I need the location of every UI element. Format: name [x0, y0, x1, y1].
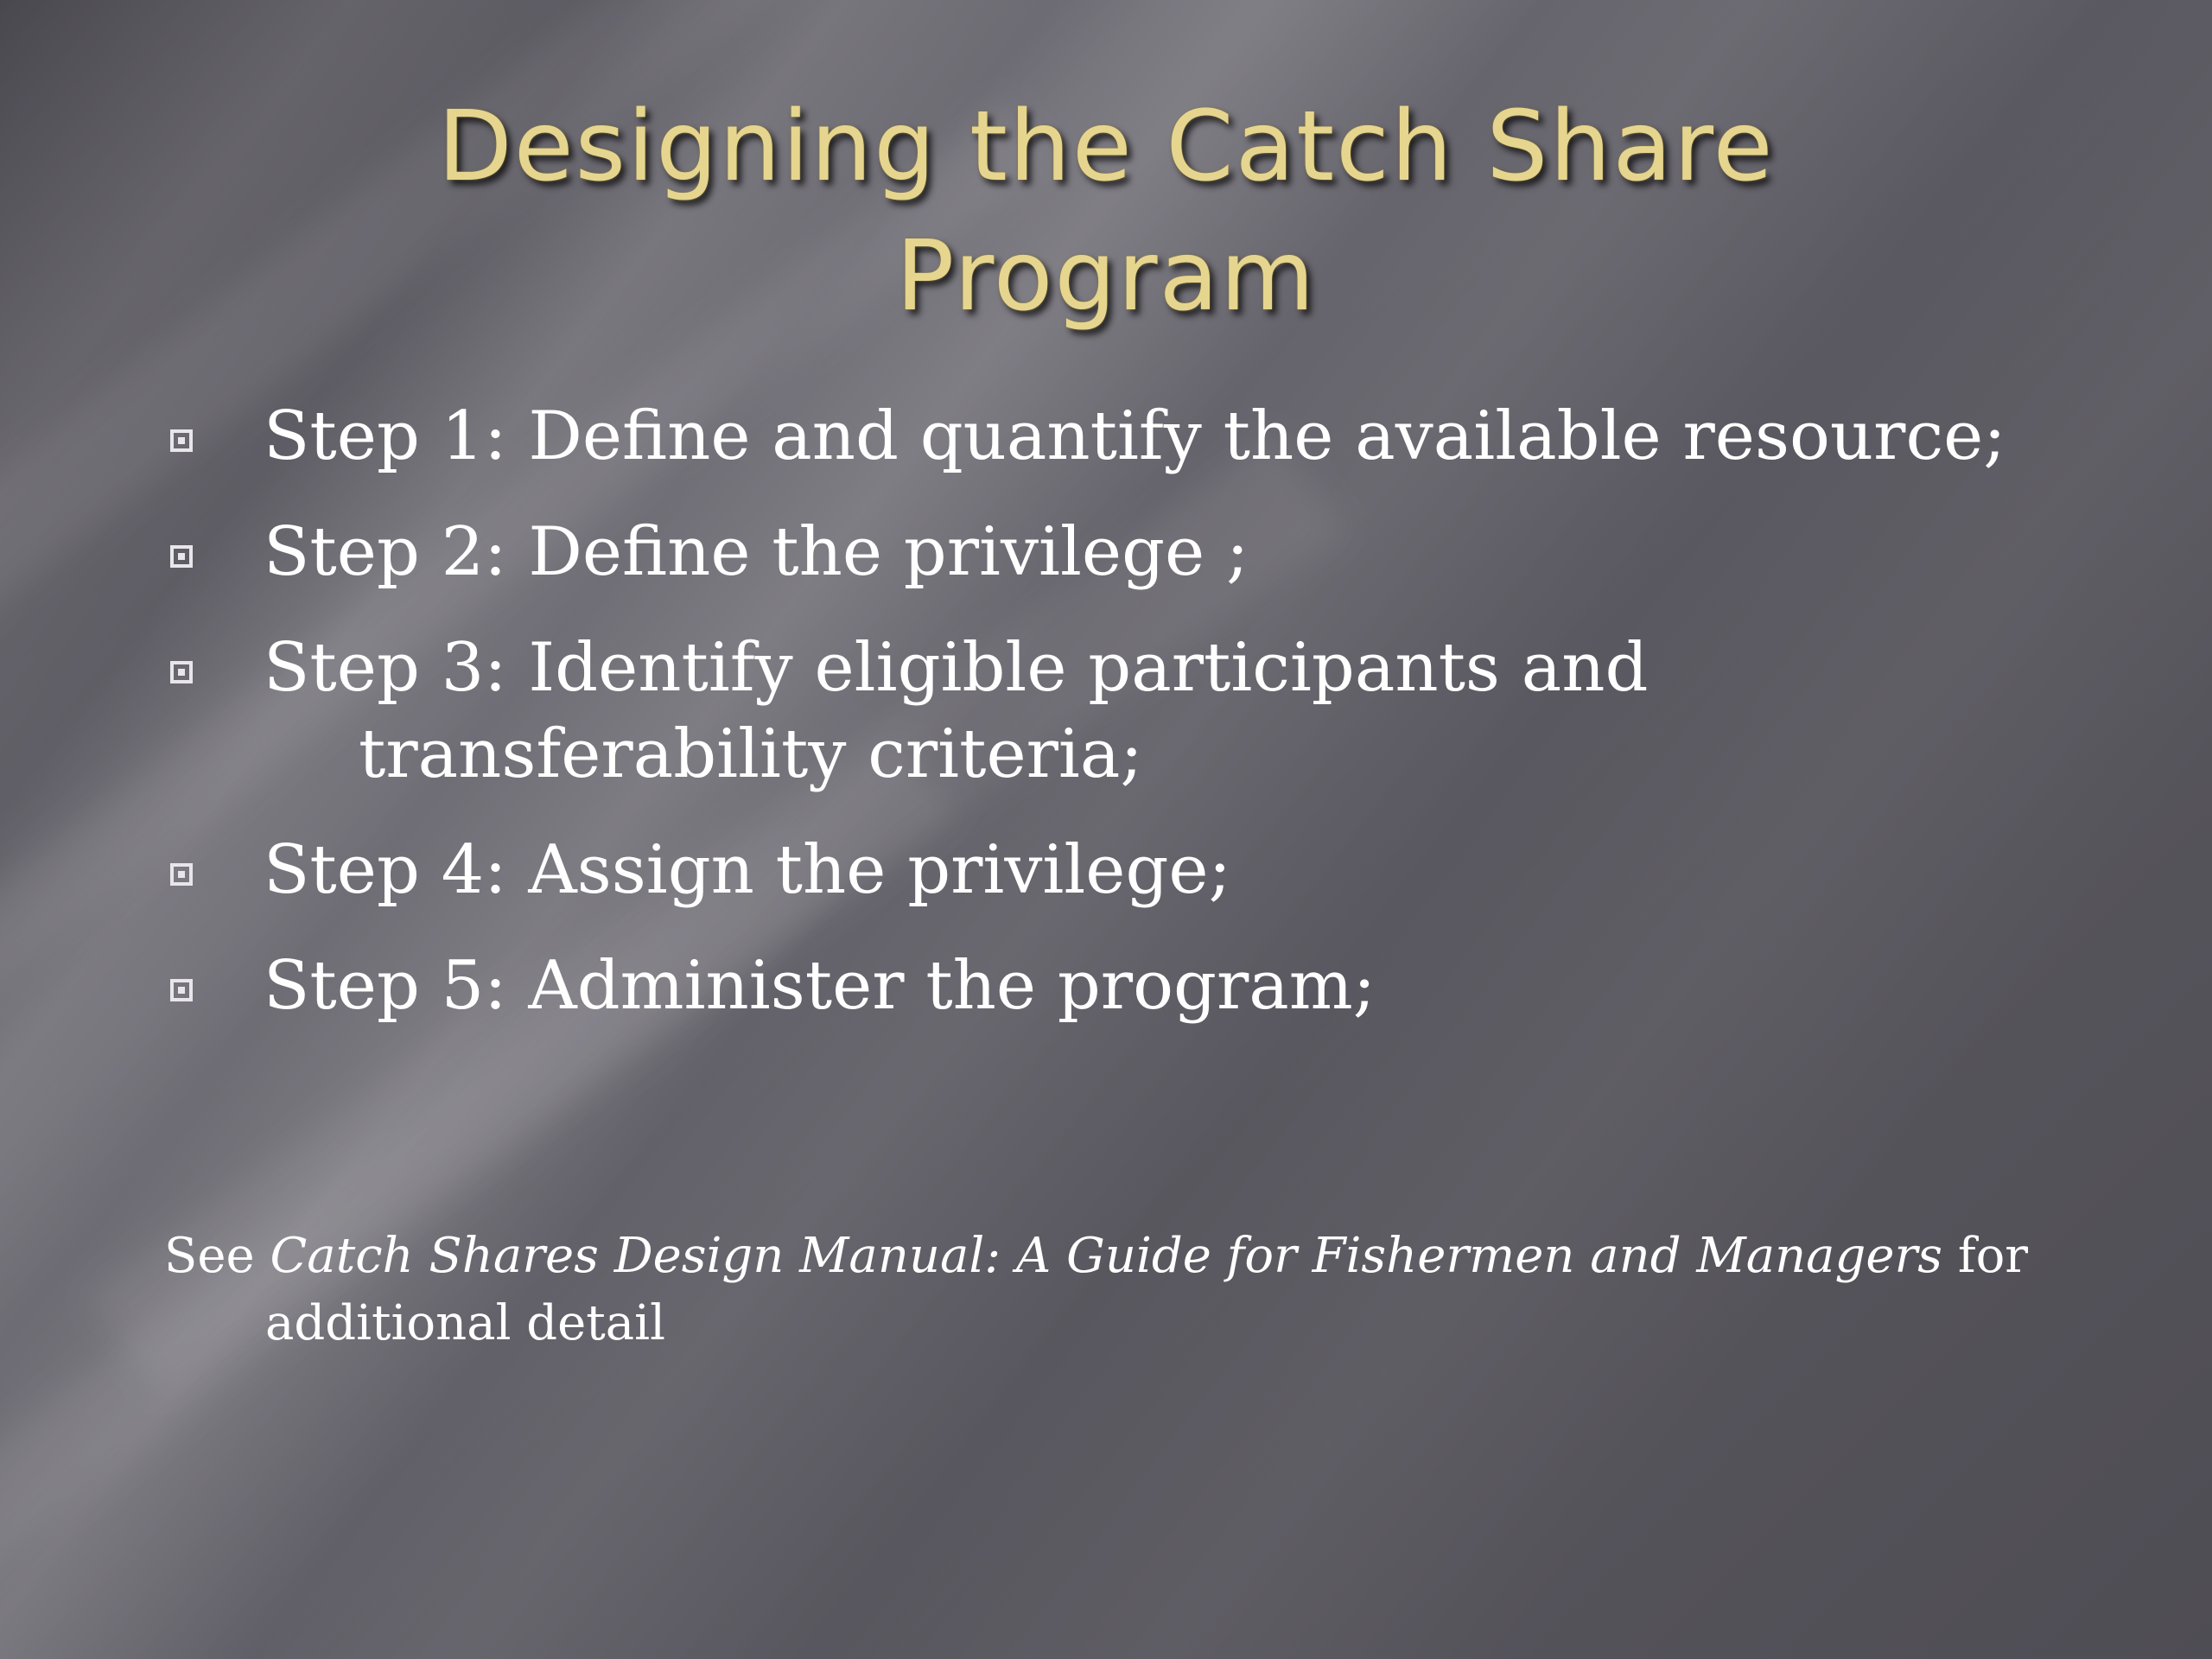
step-item-2 — [164, 509, 2108, 595]
note-reference-title: Catch Shares Design Manual: A Guide for Fishermen and Managers — [270, 1228, 1943, 1284]
square-bullet-icon — [170, 661, 193, 683]
note-prefix: See — [164, 1228, 270, 1284]
note-suffix: for — [1942, 1228, 2029, 1284]
note-continuation: additional detail — [265, 1295, 665, 1351]
step-item-1 — [164, 393, 2108, 480]
step-text-continuation: transferability criteria; — [359, 715, 1143, 793]
step-item-5 — [164, 943, 2108, 1029]
step-text: Step 2: Define the privilege ; — [264, 513, 1249, 591]
step-text: Step 3: Identify eligible participants and — [264, 629, 1649, 707]
step-text: Step 4: Assign the privilege; — [264, 831, 1231, 909]
step-item-4 — [164, 827, 2108, 913]
slide-title-line1: Designing the Catch Share — [437, 91, 1775, 203]
slide-title-line2: Program — [895, 220, 1317, 333]
slide-title — [0, 82, 2212, 341]
square-bullet-icon — [170, 863, 193, 886]
reference-note — [164, 1223, 2108, 1357]
square-bullet-icon — [170, 545, 193, 568]
steps-list — [164, 393, 2108, 1058]
square-bullet-icon — [170, 429, 193, 452]
step-item-3 — [164, 625, 2108, 798]
step-text: Step 1: Define and quantify the available resource; — [264, 397, 2006, 475]
square-bullet-icon — [170, 979, 193, 1001]
step-text: Step 5: Administer the program; — [264, 947, 1376, 1025]
